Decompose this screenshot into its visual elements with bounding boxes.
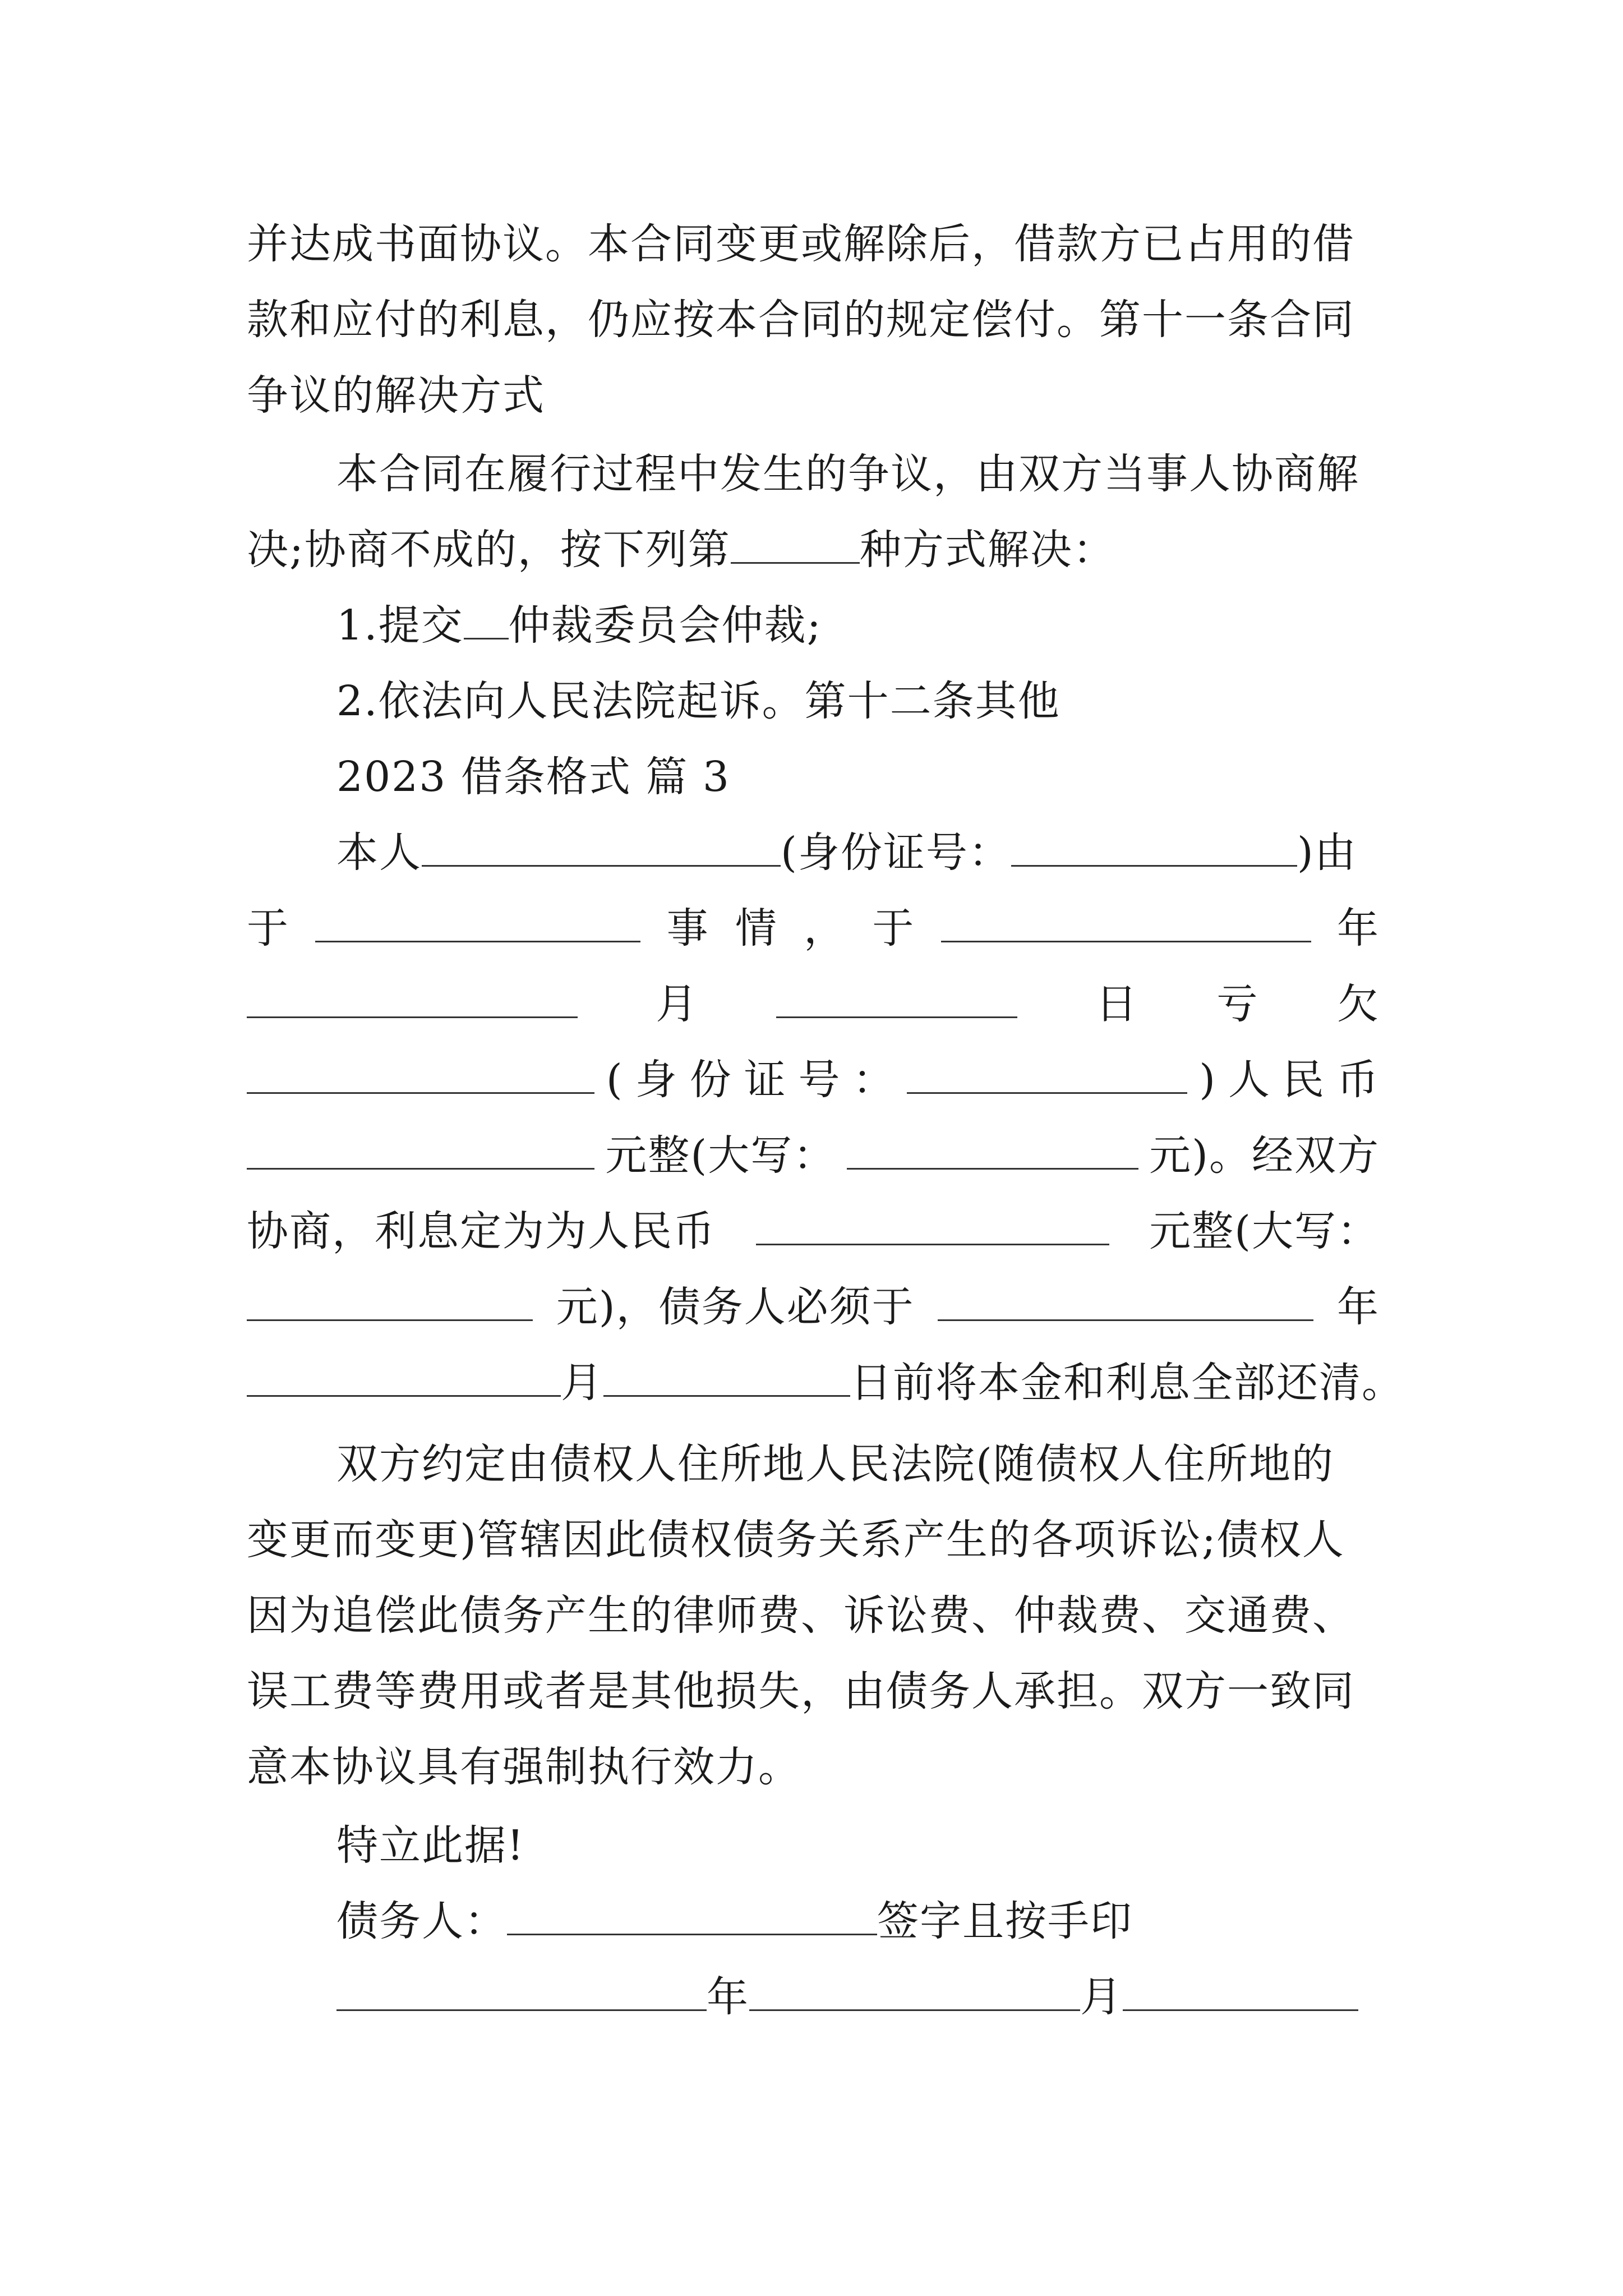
text-line: 本合同在履行过程中发生的争议，由双方当事人协商解 [336,450,1359,498]
text-segment: 币 [1336,1056,1380,1104]
text-segment: 年 [707,1973,749,2021]
text-line: 款和应付的利息，仍应按本合同的规定偿付。第十一条合同 [247,296,1355,344]
text-segment: 于 [247,904,289,953]
blank-underline [507,1894,877,1935]
text-line [247,1052,1380,1108]
text-segment: 签字且按手印 [877,1897,1133,1945]
text-line [247,1203,1380,1259]
text-line: 特立此据! [336,1821,525,1870]
blank-underline [247,1129,594,1170]
text-segment: 证 [744,1056,787,1104]
text-segment: 元)。经双方 [1149,1131,1380,1180]
text-line [247,1128,1380,1184]
text-segment: 号 [798,1056,841,1104]
text-segment: 日前将本金和利息全部还清。 [850,1359,1404,1407]
text-line [247,976,1380,1032]
text-segment: 份 [689,1056,732,1104]
text-line: 双方约定由债权人住所地人民法院(随债权人住所地的 [336,1440,1334,1488]
blank-underline [336,1970,707,2011]
text-segment: 种方式解决： [859,526,1115,574]
text-segment: 年 [1336,904,1380,953]
text-line: 误工费等费用或者是其他损失，由债务人承担。双方一致同 [247,1667,1355,1715]
text-segment: 年 [1336,1283,1380,1331]
blank-underline [731,523,860,564]
text-segment: 月 [656,980,699,1028]
text-segment: 元)，债务人必须于 [556,1283,915,1331]
blank-underline [247,1280,533,1321]
blank-underline [247,1356,561,1397]
blank-underline [464,599,509,639]
blank-underline [776,977,1017,1018]
text-line [247,900,1380,956]
text-segment: ) [1199,1056,1217,1104]
text-segment: ， [804,904,847,953]
text-segment: 决;协商不成的，按下列第 [247,526,731,574]
blank-underline [247,1053,594,1094]
text-segment: 协商，利息定为为人民币 [247,1207,716,1255]
text-segment: 日 [1095,980,1138,1028]
blank-underline [756,1204,1109,1245]
text-segment: 月 [1080,1973,1123,2021]
section-heading: 2023 借条格式 篇 3 [336,753,730,801]
blank-underline [1011,826,1297,867]
blank-underline [907,1053,1187,1094]
text-segment: 情 [735,904,778,953]
text-line: 并达成书面协议。本合同变更或解除后，借款方已占用的借 [247,220,1355,268]
blank-underline [315,901,640,942]
text-segment: 仲裁委员会仲裁; [508,601,822,650]
text-segment: 债务人： [336,1897,507,1945]
blank-underline [1123,1970,1358,2011]
text-segment: 本人 [336,829,422,877]
text-segment: 身 [635,1056,678,1104]
text-line [247,1279,1380,1335]
text-line: 2.依法向人民法院起诉。第十二条其他 [336,677,1061,725]
blank-underline [603,1356,850,1397]
blank-underline [749,1970,1080,2011]
date-line [336,1969,1380,2025]
text-segment: )由 [1297,829,1357,877]
text-line [247,522,1380,578]
blank-underline [247,977,578,1018]
blank-underline [422,826,781,867]
text-line [336,825,1380,881]
text-segment: 欠 [1336,980,1380,1028]
text-line: 意本协议具有强制执行效力。 [247,1743,801,1791]
text-segment: 元整(大写： [605,1131,836,1180]
blank-underline [938,1280,1313,1321]
text-segment: (身份证号： [781,829,1011,877]
text-line [336,597,1380,654]
text-segment: ( [606,1056,624,1104]
text-segment: 人 [1228,1056,1271,1104]
text-segment: 元整(大写： [1149,1207,1380,1255]
text-line: 因为追偿此债务产生的律师费、诉讼费、仲裁费、交通费、 [247,1591,1355,1640]
text-line: 变更而变更)管辖因此债权债务关系产生的各项诉讼;债权人 [247,1516,1345,1564]
text-segment: ： [852,1056,896,1104]
text-segment: 于 [872,904,915,953]
text-segment: 1.提交 [336,601,464,650]
blank-underline [847,1129,1138,1170]
blank-underline [941,901,1311,942]
text-line: 争议的解决方式 [247,371,545,420]
text-segment: 月 [561,1359,603,1407]
signature-line [336,1893,1380,1949]
text-segment: 事 [666,904,709,953]
text-segment: 亏 [1216,980,1259,1028]
text-segment: 民 [1282,1056,1325,1104]
text-line [247,1355,1404,1411]
